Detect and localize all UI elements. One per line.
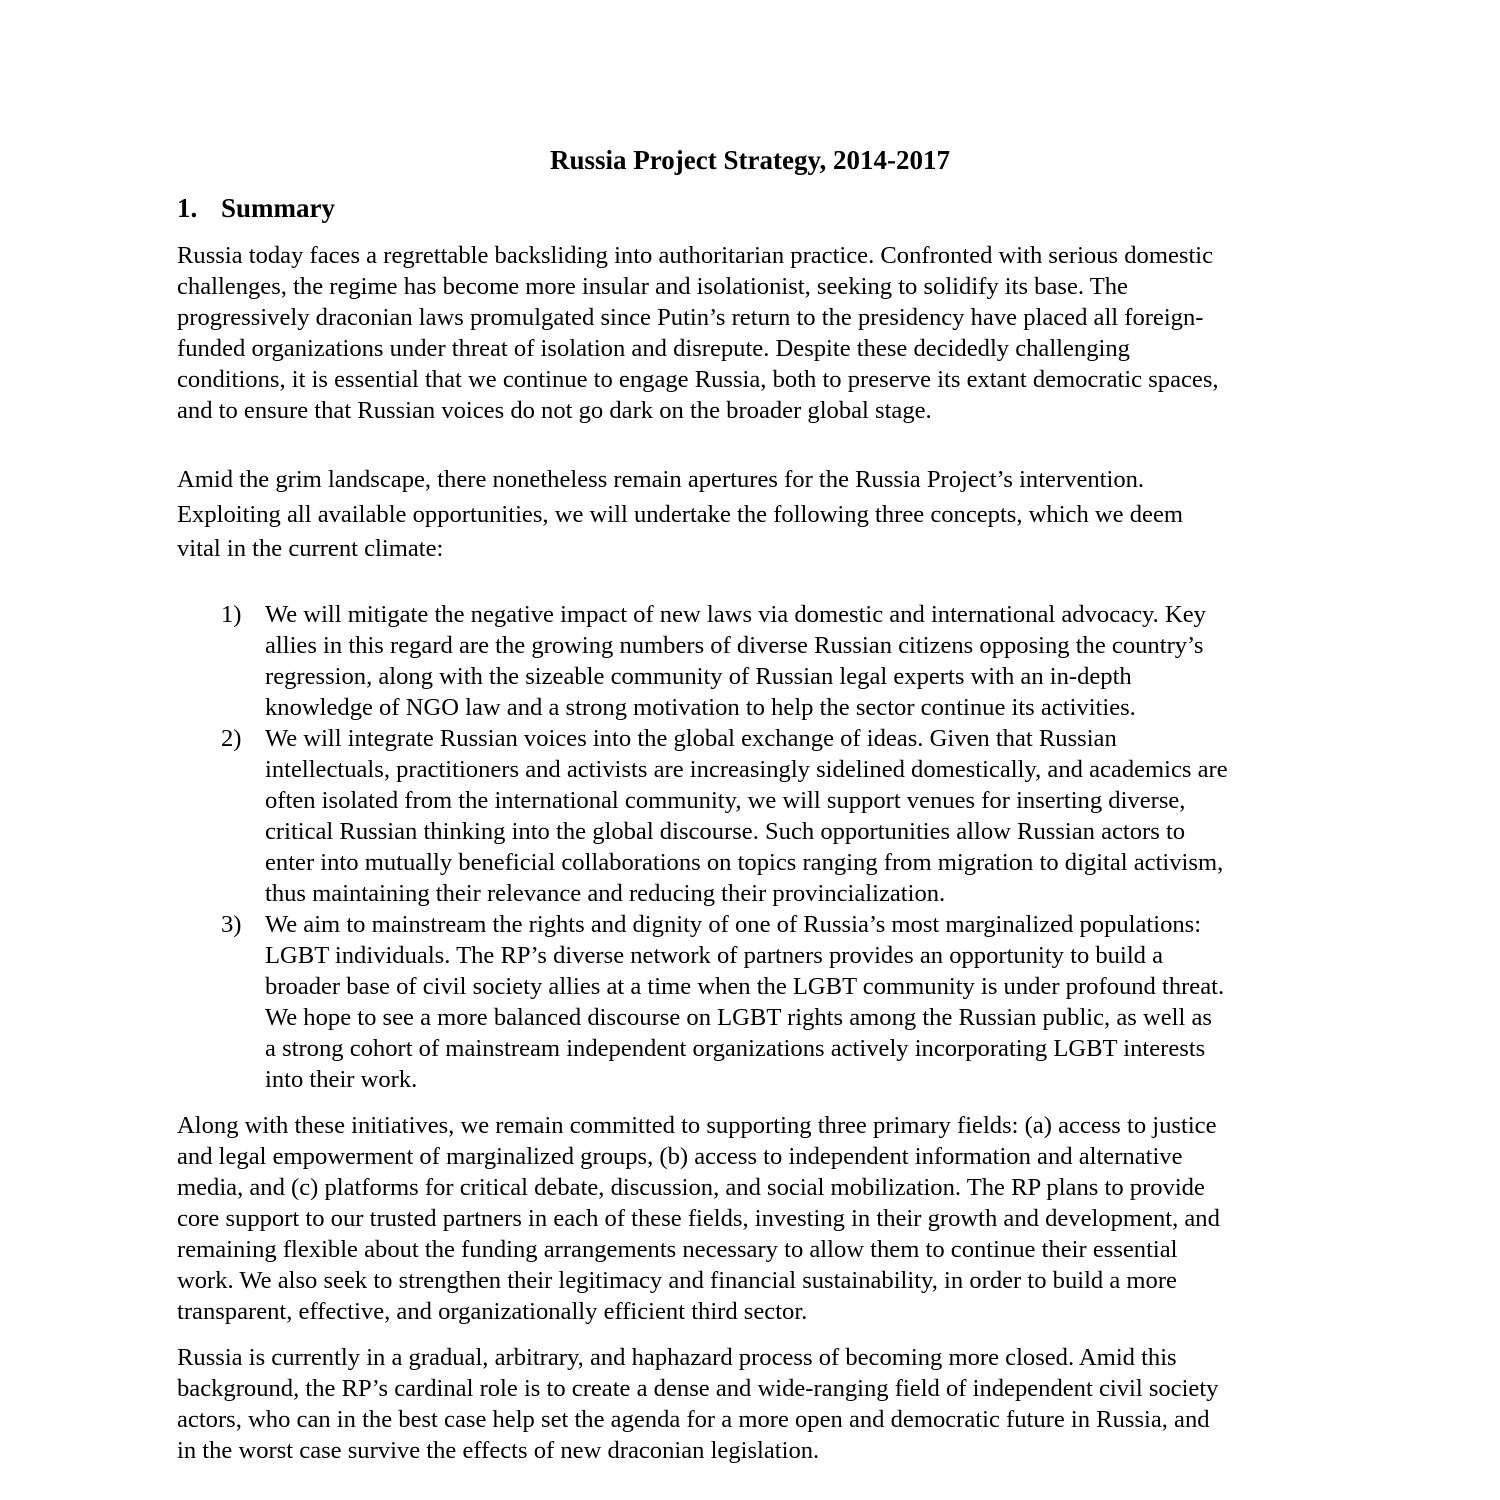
text-line: often isolated from the international community, we will support venues for inserting diverse, xyxy=(265,787,1186,814)
text-line: We hope to see a more balanced discourse on LGBT rights among the Russian public, as well as xyxy=(265,1004,1212,1031)
list-item xyxy=(221,909,1331,1095)
fields-paragraph xyxy=(177,1110,1337,1327)
text-line: conditions, it is essential that we continue to engage Russia, both to preserve its extant democratic spaces, xyxy=(177,366,1219,393)
text-line: core support to our trusted partners in each of these fields, investing in their growth and development, and xyxy=(177,1205,1220,1232)
text-line: enter into mutually beneficial collaborations on topics ranging from migration to digital activism, xyxy=(265,849,1224,876)
text-line: Exploiting all available opportunities, we will undertake the following three concepts, which we deem xyxy=(177,500,1184,528)
text-line: work. We also seek to strengthen their legitimacy and financial sustainability, in order to build a more xyxy=(177,1267,1177,1294)
text-line: We will mitigate the negative impact of new laws via domestic and international advocacy. Key xyxy=(265,601,1206,628)
list-item xyxy=(221,723,1331,909)
text-line: remaining flexible about the funding arrangements necessary to allow them to continue their essential xyxy=(177,1236,1178,1263)
text-line: intellectuals, practitioners and activists are increasingly sidelined domestically, and academics are xyxy=(265,756,1228,783)
document-title: Russia Project Strategy, 2014-2017 xyxy=(550,145,950,175)
text-line: Russia is currently in a gradual, arbitrary, and haphazard process of becoming more closed. Amid this xyxy=(177,1344,1177,1371)
text-line: thus maintaining their relevance and reducing their provincialization. xyxy=(265,880,946,907)
text-line: vital in the current climate: xyxy=(177,535,444,562)
section-heading-text: Summary xyxy=(221,193,335,223)
list-marker: 2) xyxy=(221,725,242,752)
text-line: We will integrate Russian voices into the global exchange of ideas. Given that Russian xyxy=(265,725,1117,752)
text-line: transparent, effective, and organizationally efficient third sector. xyxy=(177,1298,808,1325)
text-line: in the worst case survive the effects of new draconian legislation. xyxy=(177,1437,820,1464)
text-line: Along with these initiatives, we remain committed to supporting three primary fields: (a) access to justice xyxy=(177,1112,1217,1139)
text-line: broader base of civil society allies at a time when the LGBT community is under profound threat. xyxy=(265,973,1225,1000)
text-line: media, and (c) platforms for critical debate, discussion, and social mobilization. The RP plans to provide xyxy=(177,1174,1205,1201)
list-marker: 1) xyxy=(221,601,242,628)
text-line: a strong cohort of mainstream independent organizations actively incorporating LGBT interests xyxy=(265,1035,1206,1062)
text-line: background, the RP’s cardinal role is to create a dense and wide-ranging field of independent civil society xyxy=(177,1375,1219,1402)
text-line: regression, along with the sizeable community of Russian legal experts with an in-depth xyxy=(265,663,1132,690)
section-heading xyxy=(177,191,335,225)
text-line: LGBT individuals. The RP’s diverse network of partners provides an opportunity to build a xyxy=(265,942,1164,969)
text-line: Russia today faces a regrettable backsliding into authoritarian practice. Confronted with serious domestic xyxy=(177,242,1214,269)
text-line: challenges, the regime has become more insular and isolationist, seeking to solidify its base. The xyxy=(177,273,1128,300)
text-line: allies in this regard are the growing numbers of diverse Russian citizens opposing the country’s xyxy=(265,632,1204,659)
text-line: into their work. xyxy=(265,1066,418,1093)
text-line: and to ensure that Russian voices do not go dark on the broader global stage. xyxy=(177,397,932,424)
text-line: funded organizations under threat of isolation and disrepute. Despite these decidedly challenging xyxy=(177,335,1130,362)
summary-paragraph-2 xyxy=(177,463,1337,567)
text-line: progressively draconian laws promulgated since Putin’s return to the presidency have placed all foreign- xyxy=(177,304,1204,331)
text-line: actors, who can in the best case help set the agenda for a more open and democratic future in Russia, and xyxy=(177,1406,1210,1433)
closing-paragraph xyxy=(177,1342,1337,1466)
list-item xyxy=(221,599,1331,723)
section-number: 1. xyxy=(177,193,198,223)
summary-paragraph-1 xyxy=(177,240,1337,426)
list-marker: 3) xyxy=(221,911,242,938)
text-line: knowledge of NGO law and a strong motivation to help the sector continue its activities. xyxy=(265,694,1136,721)
text-line: We aim to mainstream the rights and dignity of one of Russia’s most marginalized populations: xyxy=(265,911,1202,938)
text-line: and legal empowerment of marginalized groups, (b) access to independent information and alternative xyxy=(177,1143,1183,1170)
text-line: Amid the grim landscape, there nonetheless remain apertures for the Russia Project’s intervention. xyxy=(177,466,1145,493)
text-line: critical Russian thinking into the global discourse. Such opportunities allow Russian actors to xyxy=(265,818,1186,845)
concepts-list xyxy=(221,599,1331,1095)
